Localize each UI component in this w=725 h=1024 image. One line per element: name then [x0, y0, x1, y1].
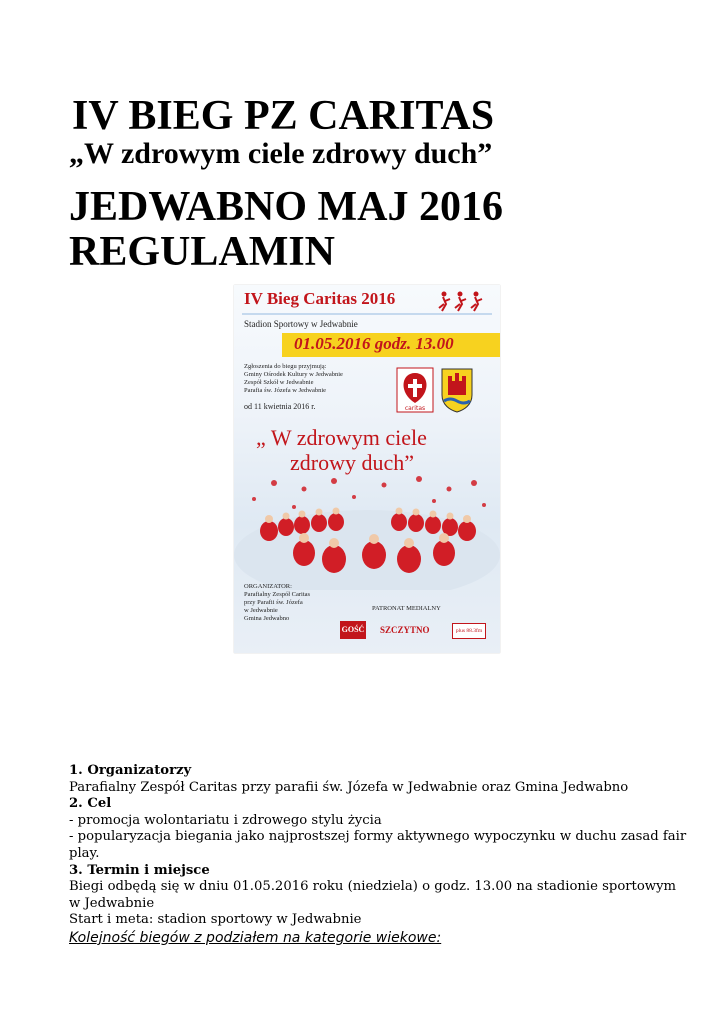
section-text: Start i meta: stadion sportowy w Jedwabnie — [69, 912, 362, 928]
runners-icon — [436, 289, 494, 315]
poster-organizer-label: ORGANIZATOR: — [244, 583, 292, 590]
section-heading-date-place: 3. Termin i miejsce — [69, 862, 210, 878]
radio-logo: plus 88.3fm — [452, 623, 486, 639]
regulations-body — [69, 763, 689, 947]
caritas-logo-label: caritas — [404, 405, 426, 412]
poster-registration-info: Zgłoszenia do biegu przyjmują: Gminy Ośrodek Kultury w Jedwabnie Zespół Szkół w Jedwabnie Parafia św. Józefa w Jedwabnie — [244, 363, 343, 394]
event-poster — [234, 285, 500, 653]
caritas-logo-icon — [396, 367, 434, 413]
section-text: Parafialny Zespół Caritas przy parafii św. Józefa w Jedwabnie oraz Gmina Jedwabno — [69, 779, 629, 795]
poster-media-patronage: PATRONAT MEDIALNY — [372, 605, 441, 612]
title-regulamin: REGULAMIN — [69, 229, 336, 275]
section-heading-organizers: 1. Organizatorzy — [69, 763, 192, 778]
poster-photo-people-circle — [234, 475, 500, 590]
poster-divider — [242, 313, 492, 315]
title-slogan: „W zdrowym ciele zdrowy duch” — [69, 137, 493, 170]
section-text: - promocja wolontariatu i zdrowego stylu życia — [69, 812, 382, 828]
poster-venue: Stadion Sportowy w Jedwabnie — [244, 319, 358, 329]
title-line-1: IV BIEG PZ CARITAS — [72, 93, 495, 139]
section-heading-goal: 2. Cel — [69, 796, 112, 812]
poster-registration-date: od 11 kwietnia 2016 r. — [244, 402, 316, 411]
poster-organizer: Parafialny Zespół Caritas przy Parafii św. Józefa w Jedwabnie Gmina Jedwabno — [244, 591, 311, 622]
title-place-date: JEDWABNO MAJ 2016 — [69, 184, 504, 230]
section-text: - popularyzacja biegania jako najprostszej formy aktywnego wypoczynku w duchu zasad fair play. — [69, 829, 687, 861]
poster-slogan-line-2: zdrowy duch” — [290, 450, 415, 475]
poster-date: 01.05.2016 godz. 13.00 — [294, 334, 454, 353]
poster-slogan-line-1: „ W zdrowym ciele — [256, 425, 427, 450]
jedwabno-crest-icon — [440, 367, 474, 413]
section-text: Biegi odbędą się w dniu 01.05.2016 roku (niedziela) o godz. 13.00 na stadionie sportowym w Jedwabnie — [69, 879, 677, 911]
race-order-heading: Kolejność biegów z podziałem na kategorie wiekowe: — [69, 929, 442, 946]
poster-title: IV Bieg Caritas 2016 — [244, 289, 396, 308]
szczytno-logo: SZCZYTNO — [380, 625, 430, 635]
gosc-logo: GOŚĆ — [340, 621, 366, 639]
